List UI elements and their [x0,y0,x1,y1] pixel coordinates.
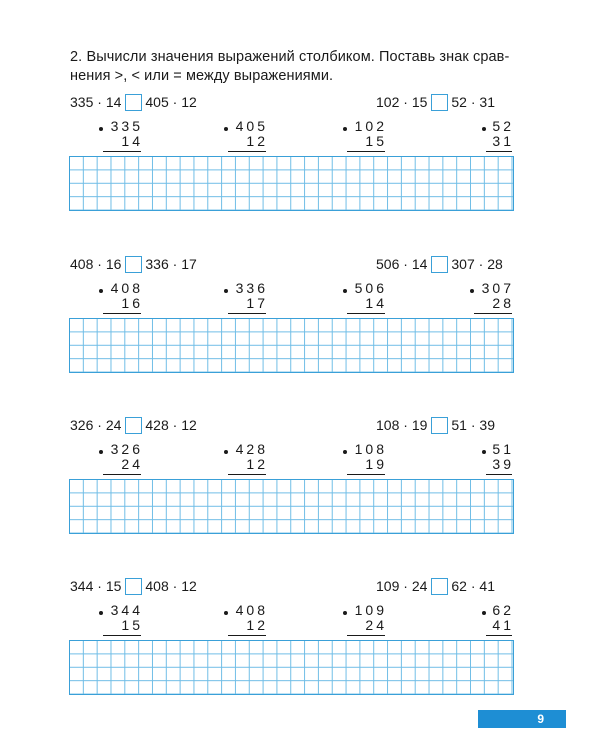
multiply-dot [482,611,486,615]
multiply-sign: · [172,578,178,594]
right-comparison [376,92,495,112]
answer-grid[interactable] [69,156,514,211]
multiply-sign: · [172,256,178,272]
operand: 428 [145,417,169,433]
underline-rule [486,474,512,475]
column-multiplication [327,439,387,479]
underline-rule [228,474,266,475]
multiplicand: 307 [481,280,514,296]
multiplicand: 336 [235,280,268,296]
comparison-sign-box[interactable] [431,417,448,434]
multiply-sign: · [97,578,102,594]
column-multiplication [327,600,387,640]
answer-grid[interactable] [69,318,514,373]
multiply-dot [470,289,474,293]
operand: 408 [145,578,169,594]
right-comparison [376,415,495,435]
underline-rule [347,151,385,152]
operand: 102 [376,94,400,110]
multiply-sign: · [470,94,476,110]
multiplier: 12 [246,617,268,633]
multiplicand: 344 [110,602,143,618]
operand: 108 [376,417,400,433]
exercise-block [0,254,600,414]
multiplier: 19 [365,456,387,472]
column-multiplication [208,439,268,479]
operand: 12 [181,578,197,594]
operand: 307 [451,256,475,272]
underline-rule [228,313,266,314]
multiply-dot [99,289,103,293]
multiply-sign: · [470,578,476,594]
column-multiplication [327,116,387,156]
multiplicand: 102 [354,118,387,134]
multiply-sign: · [403,94,408,110]
multiplicand: 335 [110,118,143,134]
multiplier: 12 [246,456,268,472]
operand: 17 [181,256,197,272]
multiply-sign: · [403,417,408,433]
operand: 15 [411,94,428,110]
multiplier: 15 [365,133,387,149]
operand: 408 [70,256,94,272]
operand: 109 [376,578,400,594]
multiplicand: 405 [235,118,268,134]
operand: 16 [105,256,122,272]
multiply-dot [224,611,228,615]
underline-rule [474,313,512,314]
underline-rule [103,635,141,636]
multiply-dot [99,127,103,131]
column-multiplication [454,600,514,640]
multiply-dot [343,127,347,131]
operand: 31 [479,94,495,110]
operand: 39 [479,417,495,433]
multiply-sign: · [403,256,408,272]
answer-grid[interactable] [69,479,514,534]
underline-rule [347,474,385,475]
multiplicand: 52 [492,118,514,134]
multiply-dot [224,289,228,293]
multiplier: 24 [365,617,387,633]
column-multiplication [454,116,514,156]
multiplier: 31 [492,133,514,149]
column-multiplication [327,278,387,318]
multiply-dot [482,450,486,454]
task-instructions [70,48,520,86]
comparison-sign-box[interactable] [431,578,448,595]
multiplier: 17 [246,295,268,311]
operand: 51 [451,417,467,433]
multiply-dot [99,611,103,615]
column-multiplication [208,278,268,318]
operand: 12 [181,94,197,110]
left-comparison [70,415,197,435]
multiplicand: 62 [492,602,514,618]
multiplicand: 408 [235,602,268,618]
multiplicand: 109 [354,602,387,618]
left-comparison [70,576,197,596]
multiplier: 12 [246,133,268,149]
comparison-sign-box[interactable] [125,578,142,595]
left-comparison [70,92,197,112]
multiply-dot [343,450,347,454]
page-number-badge: 9 [478,710,566,728]
multiplier: 16 [121,295,143,311]
multiplier: 24 [121,456,143,472]
underline-rule [103,474,141,475]
underline-rule [347,313,385,314]
multiply-sign: · [172,417,178,433]
multiply-dot [343,611,347,615]
multiply-sign: · [97,94,102,110]
operand: 28 [487,256,503,272]
underline-rule [347,635,385,636]
column-multiplication [83,439,143,479]
operand: 15 [105,578,122,594]
operand: 12 [181,417,197,433]
operand: 52 [451,94,467,110]
multiplier: 15 [121,617,143,633]
multiply-dot [482,127,486,131]
multiply-dot [224,450,228,454]
multiply-sign: · [97,417,102,433]
operand: 506 [376,256,400,272]
column-multiplication [454,439,514,479]
operand: 336 [145,256,169,272]
column-multiplication [208,600,268,640]
underline-rule [103,313,141,314]
operand: 62 [451,578,467,594]
answer-grid[interactable] [69,640,514,695]
multiplicand: 428 [235,441,268,457]
multiplicand: 51 [492,441,514,457]
multiply-sign: · [172,94,178,110]
task-text-line2: нения >, < или = между выражениями. [70,68,334,84]
column-multiplication [83,116,143,156]
operand: 405 [145,94,169,110]
multiply-sign: · [403,578,408,594]
multiplier: 14 [121,133,143,149]
underline-rule [103,151,141,152]
exercise-block [0,92,600,252]
operand: 344 [70,578,94,594]
column-multiplication [83,278,143,318]
operand: 24 [105,417,122,433]
multiplier: 39 [492,456,514,472]
underline-rule [228,635,266,636]
column-multiplication [208,116,268,156]
column-multiplication [83,600,143,640]
operand: 326 [70,417,94,433]
underline-rule [486,151,512,152]
operand: 14 [105,94,122,110]
multiply-dot [224,127,228,131]
multiplier: 41 [492,617,514,633]
multiplier: 28 [492,295,514,311]
multiply-sign: · [470,417,476,433]
task-text-line1: Вычисли значения выражений столбиком. Поставь знак срав- [86,49,510,65]
operand: 335 [70,94,94,110]
operand: 24 [411,578,428,594]
operand: 41 [479,578,495,594]
multiplier: 14 [365,295,387,311]
left-comparison [70,254,197,274]
multiplicand: 408 [110,280,143,296]
comparison-sign-box[interactable] [125,256,142,273]
operand: 14 [411,256,428,272]
comparison-sign-box[interactable] [125,94,142,111]
multiply-sign: · [97,256,102,272]
multiplicand: 108 [354,441,387,457]
task-number: 2. [70,49,83,65]
underline-rule [228,151,266,152]
multiply-dot [99,450,103,454]
multiplicand: 326 [110,441,143,457]
comparison-sign-box[interactable] [431,94,448,111]
operand: 19 [411,417,428,433]
column-multiplication [454,278,514,318]
underline-rule [486,635,512,636]
exercise-block [0,415,600,575]
right-comparison [376,254,503,274]
multiply-dot [343,289,347,293]
comparison-sign-box[interactable] [125,417,142,434]
multiply-sign: · [478,256,484,272]
comparison-sign-box[interactable] [431,256,448,273]
right-comparison [376,576,495,596]
multiplicand: 506 [354,280,387,296]
